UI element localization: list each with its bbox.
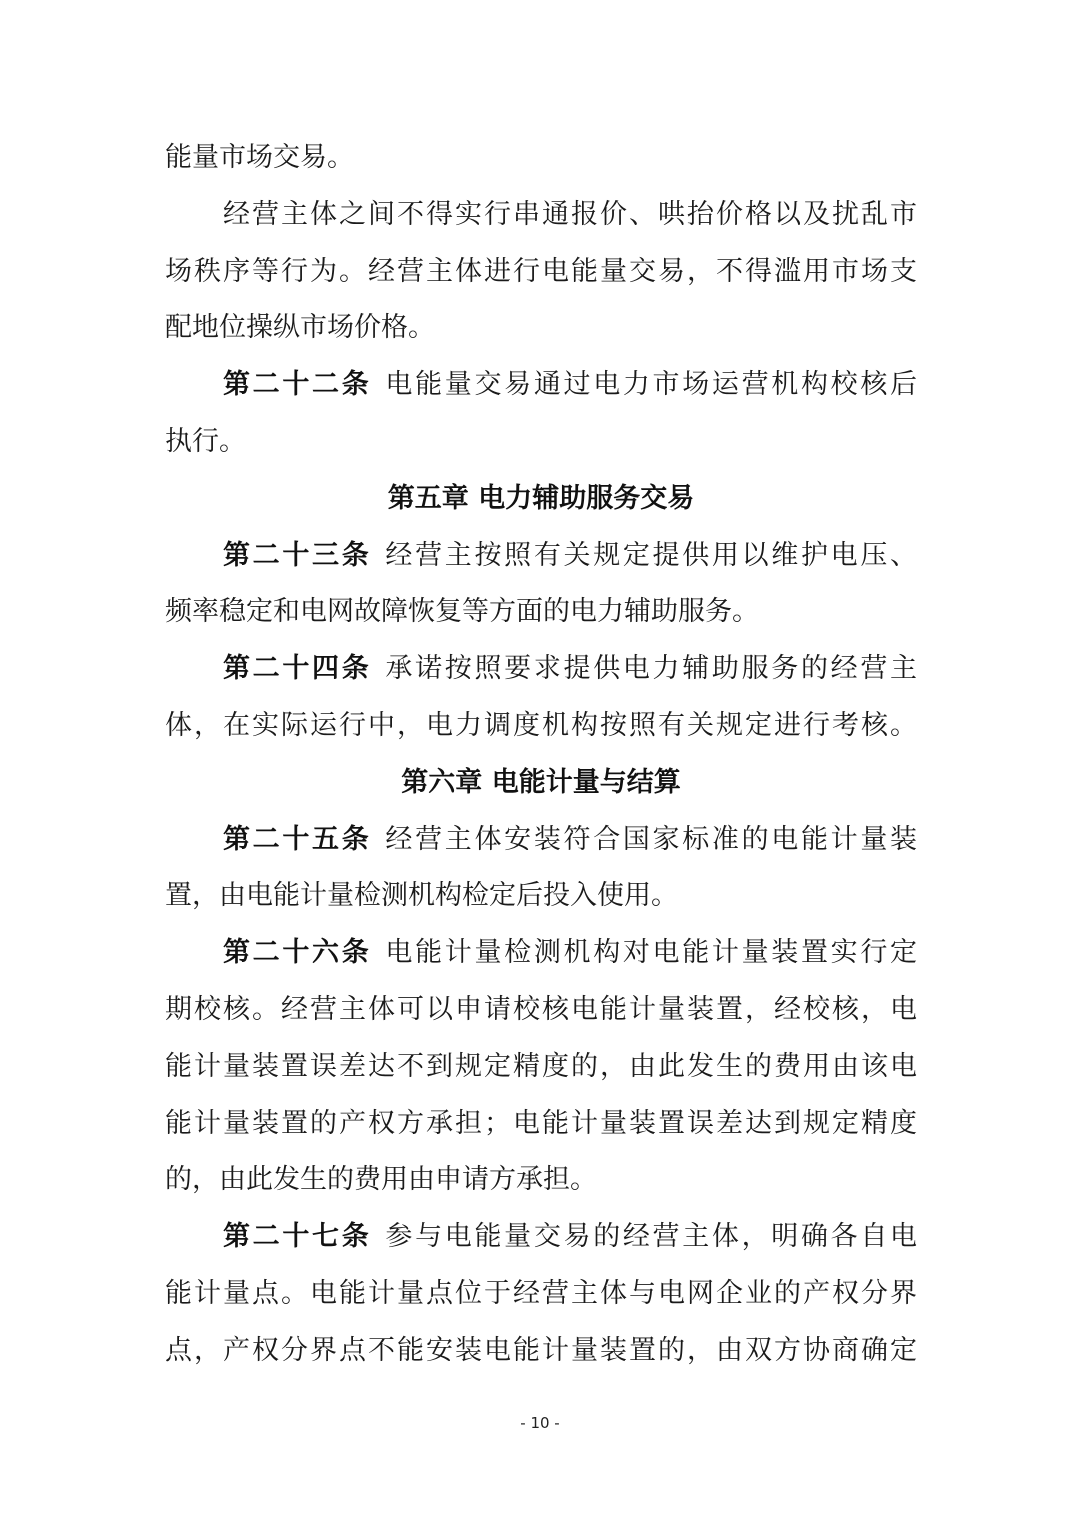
article-text: 参与电能量交易的经营主体，明确各自电: [385, 1221, 917, 1253]
text-line: 配地位操纵市场价格。: [165, 312, 435, 344]
text-line: 期校核。经营主体可以申请校核电能计量装置，经校核，电: [165, 993, 917, 1025]
body-text: [165, 130, 917, 1380]
text-line: 能计量装置误差达不到规定精度的，由此发生的费用由该电: [165, 1050, 917, 1082]
text-line: 能量市场交易。: [165, 142, 354, 173]
text-line: [165, 1209, 917, 1266]
article-label: 第二十五条: [223, 823, 372, 855]
text-line: 经营主体之间不得实行串通报价、哄抬价格以及扰乱市: [223, 198, 917, 230]
text-line: 场秩序等行为。经营主体进行电能量交易，不得滥用市场支: [165, 255, 917, 287]
text-line: [165, 925, 917, 982]
text-line: 执行。: [165, 425, 246, 457]
article-label: 第二十七条: [223, 1221, 372, 1253]
article-label: 第二十三条: [223, 539, 372, 571]
text-line: [165, 357, 917, 414]
text-line: 能计量装置的产权方承担；电能计量装置误差达到规定精度: [165, 1107, 917, 1139]
text-line: 的，由此发生的费用由申请方承担。: [165, 1164, 597, 1196]
text-line: 频率稳定和电网故障恢复等方面的电力辅助服务。: [165, 596, 759, 628]
article-label: 第二十四条: [223, 653, 372, 685]
text-line: [165, 528, 917, 585]
article-text: 承诺按照要求提供电力辅助服务的经营主: [385, 653, 917, 685]
chapter-heading: 第五章 电力辅助服务交易: [387, 482, 695, 514]
text-line: [165, 812, 917, 869]
text-line: 点，产权分界点不能安装电能计量装置的，由双方协商确定: [165, 1334, 917, 1366]
chapter-heading: 第六章 电能计量与结算: [401, 766, 681, 798]
article-label: 第二十二条: [223, 369, 372, 401]
article-text: 电能计量检测机构对电能计量装置实行定: [385, 937, 917, 969]
article-text: 电能量交易通过电力市场运营机构校核后: [385, 369, 917, 401]
article-label: 第二十六条: [223, 937, 372, 969]
page-number: - 10 -: [520, 1414, 560, 1432]
article-text: 经营主按照有关规定提供用以维护电压、: [385, 539, 917, 571]
article-text: 经营主体安装符合国家标准的电能计量装: [385, 823, 917, 855]
text-line: 体，在实际运行中，电力调度机构按照有关规定进行考核。: [165, 709, 917, 741]
text-line: 置，由电能计量检测机构检定后投入使用。: [165, 880, 678, 912]
text-line: 能计量点。电能计量点位于经营主体与电网企业的产权分界: [165, 1277, 917, 1309]
text-line: [165, 641, 917, 698]
